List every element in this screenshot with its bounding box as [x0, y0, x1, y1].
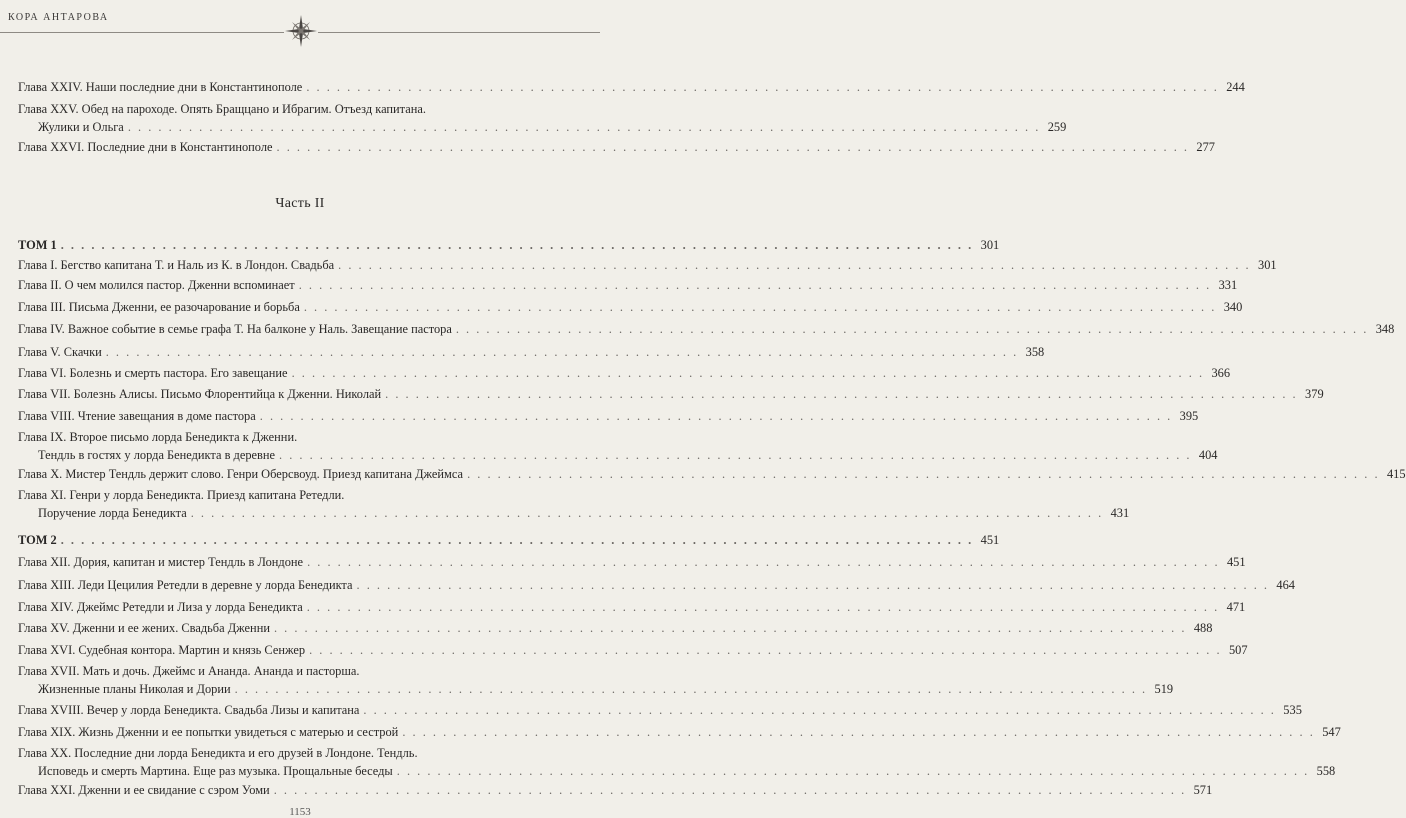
toc-entry-title: Глава XVII. Мать и дочь. Джеймс и Ананда. Ананда и пасторша. — [18, 664, 360, 678]
toc-entry-page: 519 — [1154, 682, 1174, 696]
leader-dots — [307, 553, 1219, 571]
toc-entry-page: 348 — [1375, 322, 1395, 336]
toc-entry-title: Тендль в гостях у лорда Бенедикта в деревне — [38, 448, 276, 462]
toc-entry-page: 366 — [1211, 366, 1231, 380]
toc-entry-title: Глава VII. Болезнь Алисы. Письмо Флорентийца к Дженни. Николай — [18, 387, 382, 401]
toc-entry-page: 415 — [1386, 467, 1406, 481]
leader-dots — [307, 598, 1219, 616]
toc-entry-title: Жулики и Ольга — [38, 120, 124, 134]
toc-entry-page: 379 — [1305, 387, 1324, 401]
toc-entry — [18, 619, 1213, 637]
leader-dots — [309, 641, 1221, 659]
toc-entry — [18, 428, 1218, 464]
leader-dots — [260, 407, 1172, 425]
toc-entry-title: Глава VI. Болезнь и смерть пастора. Его завещание — [18, 366, 288, 380]
toc-entry-title: Глава XXV. Обед на пароходе. Опять Бращцано и Ибрагим. Отъезд капитана. — [18, 102, 426, 116]
leader-dots — [299, 276, 1211, 294]
toc-entry-page: 571 — [1193, 783, 1213, 797]
leader-dots — [61, 236, 973, 254]
toc-entry-title: Глава XIV. Джеймс Ретедли и Лиза у лорда Бенедикта — [18, 600, 303, 614]
toc-entry-title: Исповедь и смерть Мартина. Еще раз музыка. Прощальные беседы — [38, 764, 393, 778]
toc-entry-title: Глава XVI. Судебная контора. Мартин и князь Сенжер — [18, 643, 306, 657]
leader-dots — [338, 256, 1250, 274]
toc-entry — [18, 701, 1302, 719]
toc-entry-page: 451 — [980, 533, 1000, 547]
toc-entry — [18, 100, 1067, 136]
toc-entry-page: 358 — [1025, 345, 1045, 359]
toc-entry-page: 451 — [1226, 555, 1246, 569]
leader-dots — [191, 504, 1103, 522]
toc-entry-page: 464 — [1276, 578, 1295, 592]
toc-entry — [18, 781, 1213, 799]
toc-entry — [18, 598, 1246, 616]
toc-entry-title: Глава XIII. Леди Цецилия Ретедли в деревне у лорда Бенедикта — [18, 578, 353, 592]
running-head: КОРА АНТАРОВА — [8, 12, 109, 23]
toc-entry — [18, 343, 1045, 361]
leader-dots — [456, 320, 1368, 338]
toc-entry-page: 558 — [1316, 764, 1336, 778]
leader-dots — [467, 465, 1379, 483]
toc-entry-title: ТОМ 2 — [18, 533, 57, 547]
toc-entry-title: Глава XII. Дория, капитан и мистер Тендль в Лондоне — [18, 555, 304, 569]
leader-dots — [274, 781, 1186, 799]
toc-entry — [18, 138, 1215, 156]
toc-entry — [18, 320, 1395, 338]
toc-entry — [18, 465, 1406, 483]
volume-heading — [18, 531, 1000, 549]
toc-entry — [18, 276, 1238, 294]
toc-entry — [18, 364, 1231, 382]
leader-dots — [363, 701, 1275, 719]
toc-entry — [18, 553, 1246, 571]
toc-entry-title: Глава X. Мистер Тендль держит слово. Генри Оберсвоуд. Приезд капитана Джеймса — [18, 467, 464, 481]
toc-entry-page: 404 — [1198, 448, 1218, 462]
toc-entry — [18, 723, 1341, 741]
toc-entry-title: Поручение лорда Бенедикта — [38, 506, 187, 520]
part-title: Часть II — [275, 196, 325, 211]
toc-entry — [18, 486, 1130, 522]
toc-entry — [18, 744, 1336, 780]
leader-dots — [274, 619, 1186, 637]
leader-dots — [402, 723, 1314, 741]
toc-entry-title: Глава IV. Важное событие в семье графа Т. На балконе у Наль. Завещание пастора — [18, 322, 452, 336]
toc-entry-title: ТОМ 1 — [18, 238, 57, 252]
toc-entry-title: Глава XX. Последние дни лорда Бенедикта и его друзей в Лондоне. Тендль. — [18, 746, 418, 760]
toc-entry-title: Глава IX. Второе письмо лорда Бенедикта к Дженни. — [18, 430, 298, 444]
toc-entry-title: Глава XI. Генри у лорда Бенедикта. Приезд капитана Ретедли. — [18, 488, 345, 502]
leader-dots — [279, 446, 1191, 464]
toc-entry-page: 259 — [1047, 120, 1067, 134]
toc-entry-title: Глава II. О чем молился пастор. Дженни вспоминает — [18, 278, 295, 292]
toc-entry-title: Глава I. Бегство капитана Т. и Наль из К. в Лондон. Свадьба — [18, 258, 335, 272]
leader-dots — [306, 78, 1218, 96]
toc-entry-page: 471 — [1226, 600, 1246, 614]
toc-entry-title: Глава XIX. Жизнь Дженни и ее попытки увидеться с матерью и сестрой — [18, 725, 399, 739]
leader-dots — [106, 343, 1018, 361]
toc-entry-page: 301 — [1258, 258, 1277, 272]
toc-entry-title: Глава XXIV. Наши последние дни в Константинополе — [18, 80, 303, 94]
toc-entry-page: 535 — [1283, 703, 1302, 717]
toc-entry — [18, 662, 1174, 698]
toc-entry — [18, 576, 1295, 594]
toc-entry — [18, 78, 1245, 96]
toc-entry-title: Глава XXI. Дженни и ее свидание с сэром Уоми — [18, 783, 270, 797]
toc-entry-page: 395 — [1179, 409, 1199, 423]
toc-entry — [18, 641, 1248, 659]
compass-rose-icon — [284, 14, 318, 48]
page-number: 1153 — [289, 806, 311, 818]
leader-dots — [235, 680, 1147, 698]
toc-entry-title: Глава III. Письма Дженни, ее разочарование и борьба — [18, 300, 300, 314]
toc-entry — [18, 256, 1277, 274]
toc-entry-page: 340 — [1223, 300, 1243, 314]
leader-dots — [385, 385, 1297, 403]
toc-entry-title: Жизненные планы Николая и Дории — [38, 682, 231, 696]
toc-entry-page: 431 — [1110, 506, 1130, 520]
leader-dots — [304, 298, 1216, 316]
toc-entry-page: 244 — [1226, 80, 1245, 94]
toc-entry-page: 488 — [1193, 621, 1213, 635]
leader-dots — [397, 762, 1309, 780]
toc-entry-title: Глава XV. Дженни и ее жених. Свадьба Дженни — [18, 621, 270, 635]
leader-dots — [357, 576, 1269, 594]
toc-entry — [18, 407, 1199, 425]
leader-dots — [128, 118, 1040, 136]
leader-dots — [277, 138, 1189, 156]
toc-entry — [18, 385, 1324, 403]
toc-entry — [18, 298, 1243, 316]
toc-entry-page: 547 — [1322, 725, 1341, 739]
toc-entry-page: 301 — [980, 238, 1000, 252]
leader-dots — [292, 364, 1204, 382]
toc-entry-page: 507 — [1228, 643, 1248, 657]
leader-dots — [61, 531, 973, 549]
toc-entry-title: Глава VIII. Чтение завещания в доме пастора — [18, 409, 256, 423]
toc-entry-title: Глава XVIII. Вечер у лорда Бенедикта. Свадьба Лизы и капитана — [18, 703, 360, 717]
toc-entry-title: Глава XXVI. Последние дни в Константинополе — [18, 140, 273, 154]
toc-entry-page: 331 — [1218, 278, 1238, 292]
toc-entry-title: Глава V. Скачки — [18, 345, 102, 359]
volume-heading — [18, 236, 1000, 254]
toc-entry-page: 277 — [1196, 140, 1215, 154]
